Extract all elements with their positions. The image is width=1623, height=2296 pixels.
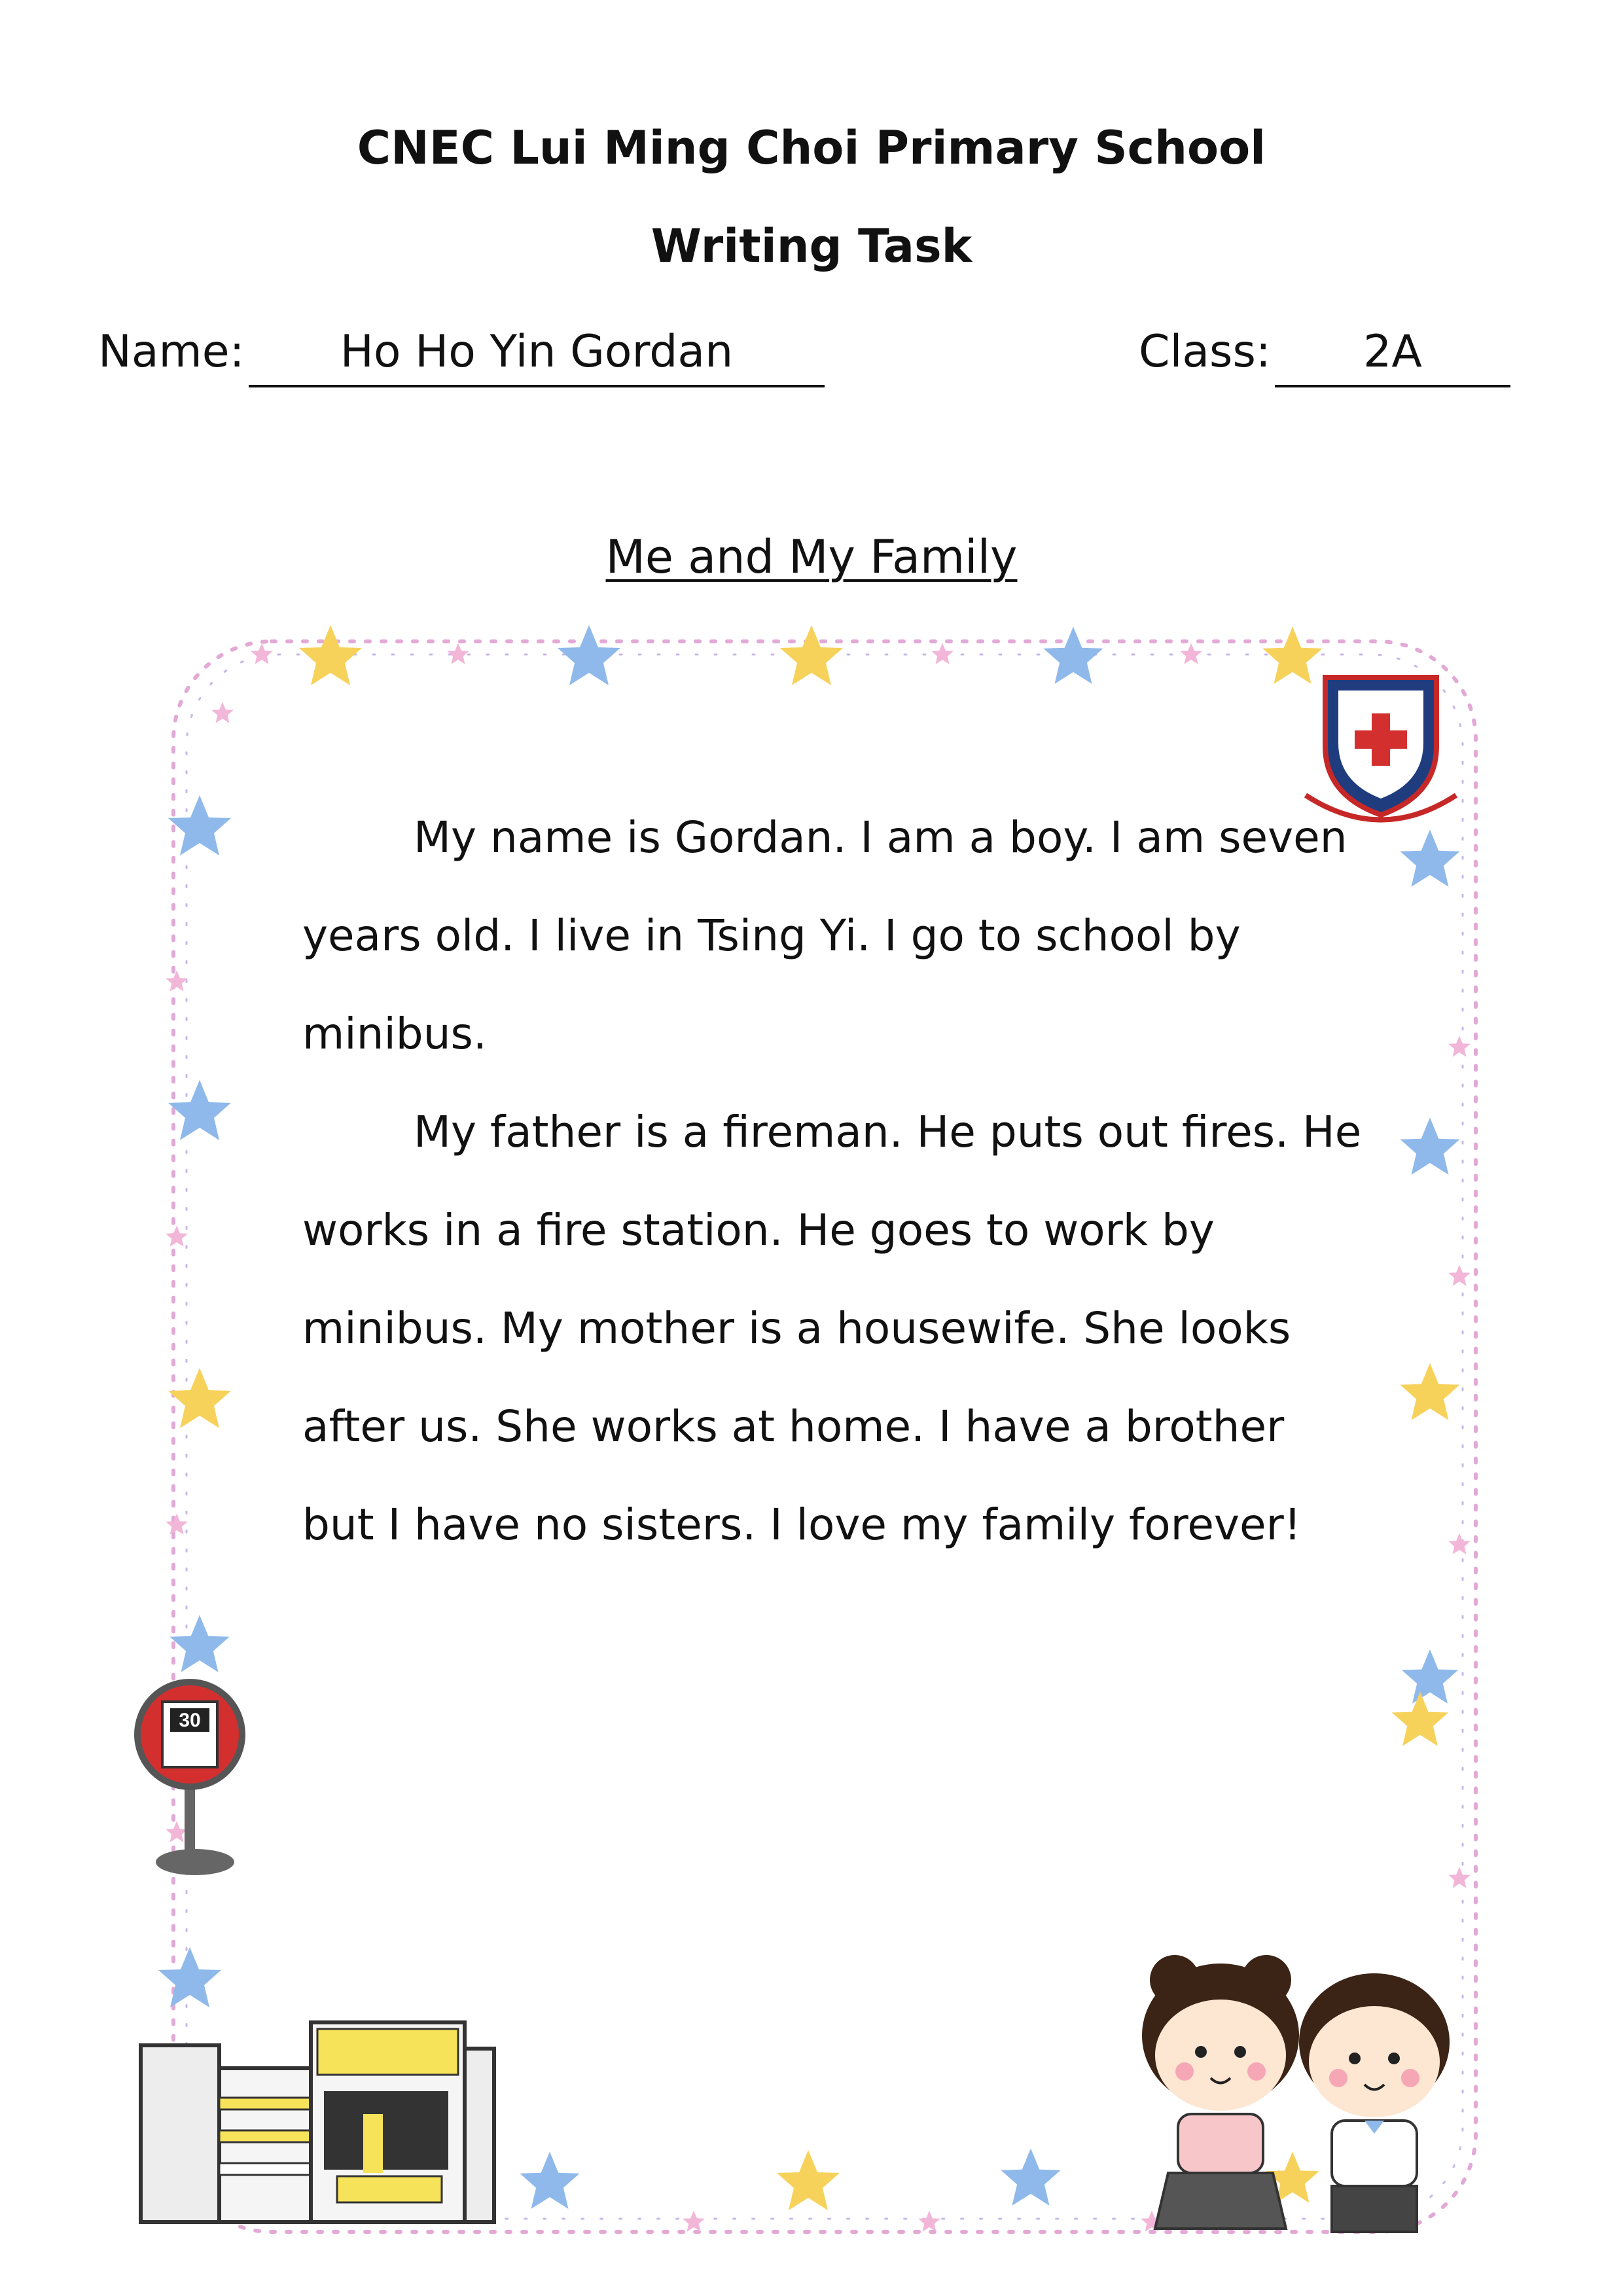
star-icon <box>558 625 620 685</box>
small-star-icon <box>251 643 273 664</box>
boy-student-icon <box>1299 1973 1450 2232</box>
star-icon <box>169 1615 229 1672</box>
essay-paragraph-1: My name is Gordan. I am a boy. I am seven years old. I live in Tsing Yi. I go to school by minibus. <box>302 812 1347 1059</box>
star-icon <box>520 2152 579 2209</box>
star-icon <box>1400 1118 1459 1175</box>
small-star-icon <box>683 2211 705 2232</box>
star-icon <box>1001 2149 1060 2206</box>
bus-stop-number: 30 <box>179 1710 201 1731</box>
small-star-icon <box>1448 1036 1471 1057</box>
name-field: Ho Ho Yin Gordan <box>249 319 825 387</box>
star-icon <box>1400 1363 1459 1420</box>
small-star-icon <box>931 643 954 664</box>
star-icon <box>168 1080 231 1140</box>
small-star-icon <box>1180 643 1202 664</box>
essay-paragraph-2: My father is a fireman. He puts out fires. He works in a fire station. He goes to work by minibus. My mother is a housewife. She looks after us. She works at home. I have a brother but I have no sisters. I love my family forever! <box>302 1107 1362 1550</box>
bus-stop-sign-icon <box>137 1682 242 1875</box>
small-star-icon <box>1448 1867 1471 1888</box>
small-star-icon <box>918 2211 940 2232</box>
small-star-icon <box>166 1226 188 1247</box>
star-icon <box>1043 627 1103 684</box>
small-star-icon <box>166 1514 188 1535</box>
essay-title: Me and My Family <box>605 530 1018 584</box>
name-label: Name: <box>98 326 245 378</box>
star-icon <box>168 1368 231 1428</box>
star-icon <box>780 625 843 685</box>
class-field: 2A <box>1275 319 1510 387</box>
star-icon <box>299 625 362 685</box>
essay-body <box>302 789 1363 1574</box>
star-icon <box>1262 627 1322 684</box>
star-icon <box>168 795 231 855</box>
star-icon <box>1402 1649 1458 1704</box>
star-icon <box>777 2150 840 2210</box>
small-star-icon <box>1448 1534 1471 1554</box>
school-building-icon <box>141 2022 494 2222</box>
class-label: Class: <box>1139 326 1271 378</box>
school-title: CNEC Lui Ming Choi Primary School <box>357 121 1266 175</box>
girl-student-icon <box>1142 1955 1299 2229</box>
small-star-icon <box>211 702 234 723</box>
small-star-icon <box>166 1821 188 1842</box>
star-icon <box>1392 1692 1448 1746</box>
small-star-icon <box>166 971 188 992</box>
small-star-icon <box>447 643 469 664</box>
task-title: Writing Task <box>651 219 972 273</box>
star-icon <box>158 1947 221 2007</box>
small-star-icon <box>1448 1265 1471 1286</box>
star-icon <box>1400 830 1459 887</box>
